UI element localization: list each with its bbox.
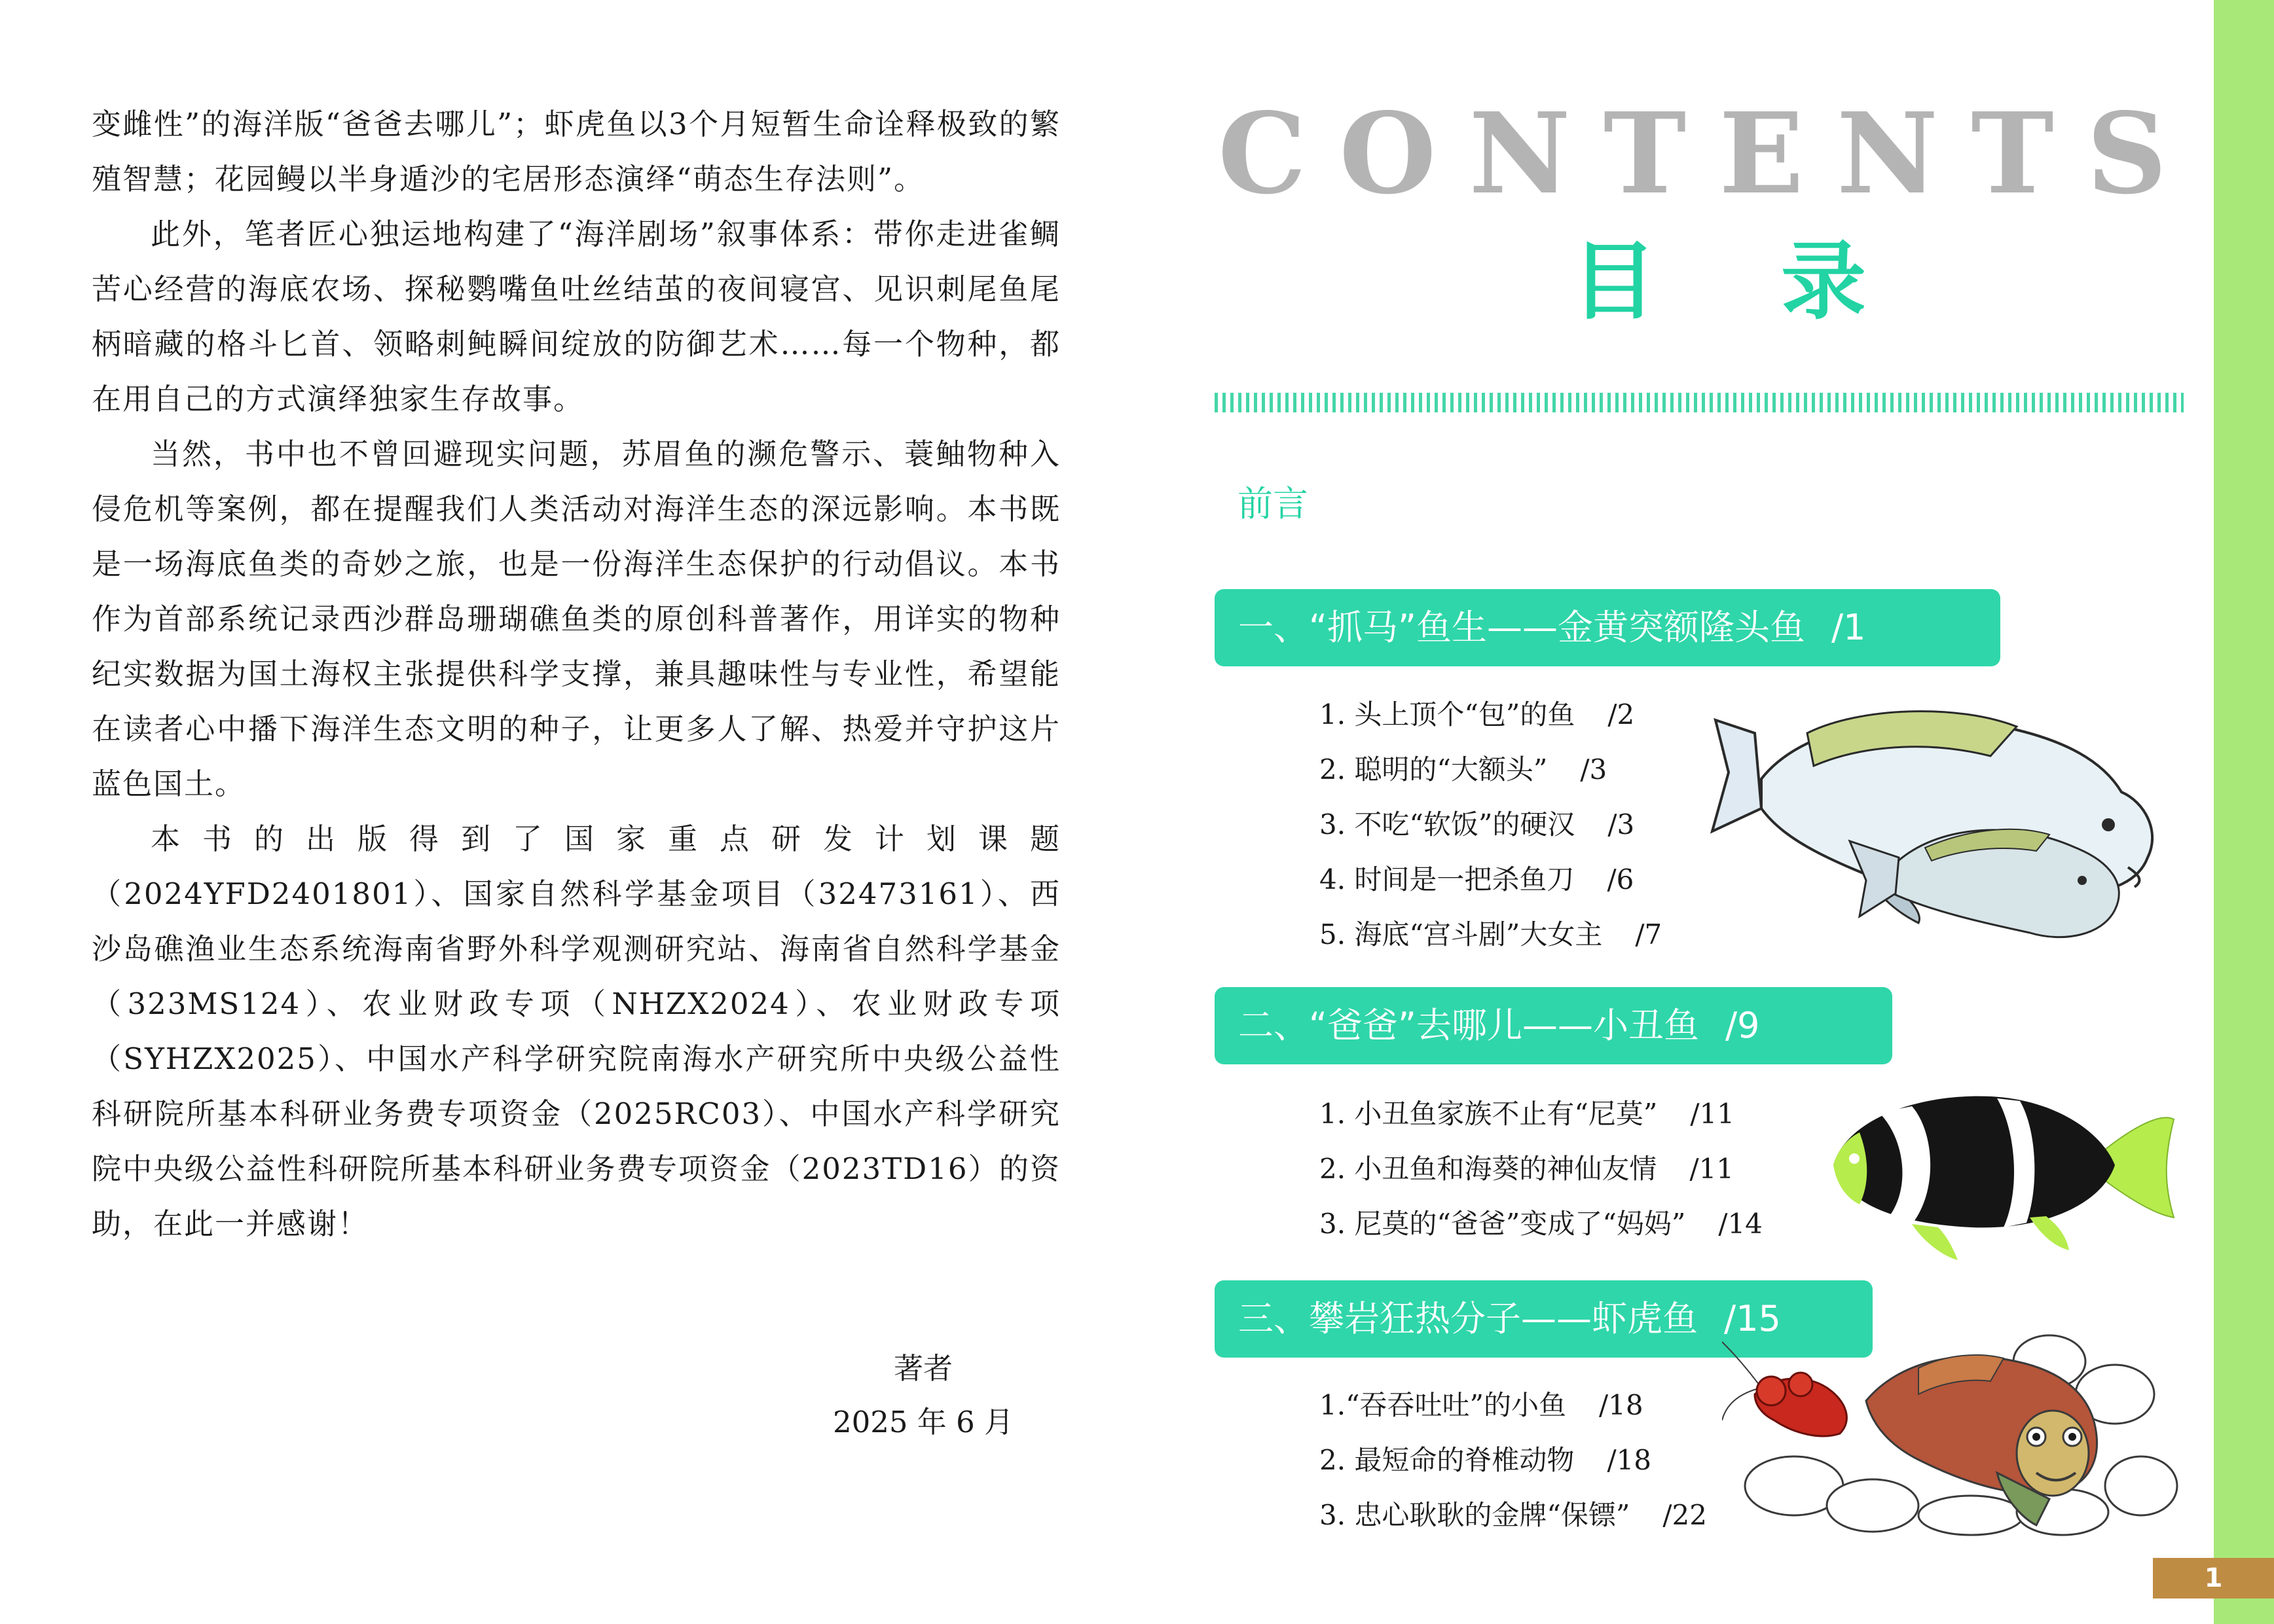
- preface-date: 2025 年 6 月: [832, 1405, 1014, 1439]
- toc-entry[interactable]: 2. 小丑鱼和海葵的神仙友情 /11: [1319, 1153, 1734, 1185]
- toc-entry[interactable]: 2. 聪明的“大额头” /3: [1319, 753, 1607, 785]
- chapter-page: /1: [1831, 607, 1866, 648]
- goby-shrimp-illustration: [1722, 1322, 2180, 1538]
- chapter-title: 一、“抓马”鱼生——金黄突额隆头鱼: [1238, 607, 1805, 648]
- contents-heading: CONTENTS: [1218, 88, 2200, 219]
- preface-paragraph: 此外，笔者匠心独运地构建了“海洋剧场”叙事体系：带你走进雀鲷苦心经营的海底农场、探秘鹦嘴鱼吐丝结茧的夜间寝宫、见识刺尾鱼尾柄暗藏的格斗匕首、领略刺鲀瞬间绽放的防御艺术……每一个物种，都在用自己的方式演绎独家生存故事。: [92, 217, 1061, 416]
- chapter-title: 二、“爸爸”去哪儿——小丑鱼: [1238, 1005, 1699, 1046]
- toc-title-char: 目: [1571, 232, 1657, 331]
- chapter-page: /9: [1725, 1005, 1760, 1046]
- toc-chapter-1[interactable]: [1215, 589, 2000, 666]
- toc-entry[interactable]: 2. 最短命的脊椎动物 /18: [1319, 1444, 1652, 1476]
- preface-text: [92, 97, 1061, 1252]
- toc-entry[interactable]: 3. 尼莫的“爸爸”变成了“妈妈” /14: [1319, 1208, 1763, 1240]
- toc-entry[interactable]: 3. 忠心耿耿的金牌“保镖” /22: [1319, 1499, 1707, 1531]
- toc-entry[interactable]: 1.“吞吞吐吐”的小鱼 /18: [1319, 1389, 1643, 1421]
- wrasse-illustration: [1709, 694, 2180, 969]
- preface-signature: [825, 1342, 1021, 1449]
- toc-preface-link[interactable]: 前言: [1238, 483, 1308, 524]
- toc-entry[interactable]: 1. 头上顶个“包”的鱼 /2: [1319, 698, 1635, 731]
- dashed-divider: [1215, 393, 2184, 412]
- toc-chapter-2[interactable]: [1215, 987, 1892, 1064]
- toc-title-char: 录: [1780, 232, 1866, 331]
- chapter-page: /15: [1724, 1298, 1781, 1339]
- toc-title: [1571, 232, 1866, 331]
- chapter-2-items: [1319, 1087, 1763, 1252]
- author-label: 著者: [893, 1351, 953, 1386]
- preface-paragraph: 变雌性”的海洋版“爸爸去哪儿”；虾虎鱼以3个月短暂生命诠释极致的繁殖智慧；花园鳗以半身遁沙的宅居形态演绎“萌态生存法则”。: [92, 107, 1061, 196]
- toc-entry[interactable]: 3. 不吃“软饭”的硬汉 /3: [1319, 808, 1635, 840]
- edge-stripe: [2214, 0, 2274, 1624]
- toc-entry[interactable]: 4. 时间是一把杀鱼刀 /6: [1319, 863, 1634, 895]
- clownfish-illustration: [1807, 1067, 2180, 1263]
- preface-paragraph: 当然，书中也不曾回避现实问题，苏眉鱼的濒危警示、蓑鲉物种入侵危机等案例，都在提醒我们人类活动对海洋生态的深远影响。本书既是一场海底鱼类的奇妙之旅，也是一份海洋生态保护的行动倡议。本书作为首部系统记录西沙群岛珊瑚礁鱼类的原创科普著作，用详实的物种纪实数据为国土海权主张提供科学支撑，兼具趣味性与专业性，希望能在读者心中播下海洋生态文明的种子，让更多人了解、热爱并守护这片蓝色国土。: [92, 437, 1061, 801]
- toc-entry[interactable]: 1. 小丑鱼家族不止有“尼莫” /11: [1319, 1098, 1734, 1130]
- toc-entry[interactable]: 5. 海底“宫斗剧”大女主 /7: [1319, 918, 1662, 950]
- page-number: 1: [2148, 1558, 2274, 1598]
- preface-paragraph: 本书的出版得到了国家重点研发计划课题（2024YFD2401801）、国家自然科学基金项目（32473161）、西沙岛礁渔业生态系统海南省野外科学观测研究站、海南省自然科学基金（323MS124）、农业财政专项（NHZX2024）、农业财政专项（SYHZX2025）、中国水产科学研究院南海水产研究所中央级公益性科研院所基本科研业务费专项资金（2025RC03）、中国水产科学研究院中央级公益性科研院所基本科研业务费专项资金（2023TD16）的资助，在此一并感谢！: [92, 821, 1061, 1241]
- chapter-title: 三、攀岩狂热分子——虾虎鱼: [1238, 1298, 1698, 1339]
- chapter-3-items: [1319, 1378, 1707, 1543]
- chapter-1-items: [1319, 687, 1662, 962]
